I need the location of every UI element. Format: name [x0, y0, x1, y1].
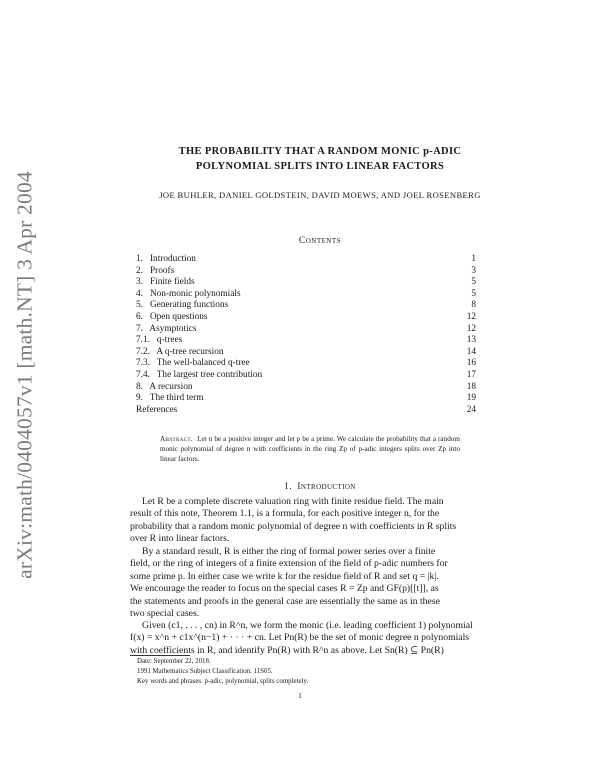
text-line: By a standard result, R is either the ring of formal power series over a finite — [142, 546, 436, 557]
toc-entry-page: 3 — [471, 265, 476, 276]
author-list: JOE BUHLER, DANIEL GOLDSTEIN, DAVID MOEWS, AND JOEL ROSENBERG — [159, 190, 481, 200]
toc-entry-label: 7.2. A q-tree recursion — [136, 346, 224, 357]
section-heading — [120, 482, 520, 492]
toc-entry[interactable] — [136, 335, 476, 347]
table-of-contents — [136, 254, 476, 416]
footnote-date: Date: September 22, 2018. — [137, 658, 211, 665]
toc-entry[interactable] — [136, 300, 476, 312]
toc-entry[interactable] — [136, 254, 476, 266]
toc-entry-label: 5. Generating functions — [136, 300, 229, 311]
toc-entry-label: 3. Finite fields — [136, 277, 195, 288]
toc-entry[interactable] — [136, 289, 476, 301]
page-number: 1 — [298, 691, 302, 700]
toc-entry-page: 24 — [466, 404, 476, 415]
text-line: field, or the ring of integers of a finite extension of the field of p-adic numbers for — [130, 558, 448, 570]
section-number: 1. — [284, 482, 292, 492]
toc-entry-page: 14 — [466, 346, 476, 357]
toc-entry-page: 18 — [466, 381, 476, 392]
text-line: some prime p. In either case we write k for the residue field of R and set q = |k|. — [130, 570, 439, 582]
toc-entry-label: 6. Open questions — [136, 311, 208, 322]
toc-entry-page: 17 — [466, 369, 476, 380]
toc-entry-page: 8 — [471, 300, 476, 311]
abstract-label: Abstract. — [160, 435, 194, 443]
toc-entry-page: 19 — [466, 393, 476, 404]
abstract — [160, 434, 460, 464]
toc-entry-label: 9. The third term — [136, 393, 204, 404]
abstract-text: Let n be a positive integer and let p be a prime. We calculate the probability that a random monic polynomial of degree n with coefficients in the ring Zp of p-adic integers splits over Zp into linear factors. — [160, 435, 460, 463]
toc-entry[interactable] — [136, 312, 476, 324]
text-line: result of this note, Theorem 1.1, is a formula, for each positive integer n, for the — [130, 508, 440, 520]
paragraph — [130, 496, 475, 546]
footnote-msc: 1991 Mathematics Subject Classification. 11S05. — [137, 668, 273, 675]
arxiv-identifier-stamp — [8, 171, 42, 579]
toc-entry[interactable] — [136, 370, 476, 382]
text-line: over R into linear factors. — [130, 533, 230, 545]
footnotes — [137, 657, 308, 687]
title-line: POLYNOMIAL SPLITS INTO LINEAR FACTORS — [195, 161, 445, 172]
toc-entry[interactable] — [136, 382, 476, 394]
toc-entry[interactable] — [136, 405, 476, 417]
toc-entry-page: 12 — [466, 311, 476, 322]
toc-entry-page: 16 — [466, 358, 476, 369]
footnote-keywords: Key words and phrases. p-adic, polynomial, splits completely. — [137, 678, 309, 685]
paper-title — [120, 144, 520, 174]
toc-entry-page: 1 — [471, 254, 476, 264]
contents-heading: Contents — [298, 236, 342, 246]
toc-entry-label: 2. Proofs — [136, 265, 175, 276]
arxiv-identifier-text: arXiv:math/0404057v1 [math.NT] 3 Apr 2004 — [12, 171, 37, 579]
text-line: two special cases. — [130, 607, 200, 619]
toc-entry-label: 7.3. The well-balanced q-tree — [136, 358, 250, 369]
toc-entry[interactable] — [136, 358, 476, 370]
toc-entry[interactable] — [136, 393, 476, 405]
text-line: probability that a random monic polynomial of degree n with coefficients in R splits — [130, 520, 457, 532]
toc-entry-page: 5 — [471, 277, 476, 288]
paragraph — [130, 620, 475, 657]
toc-entry[interactable] — [136, 277, 476, 289]
section-title: Introduction — [297, 482, 356, 492]
toc-entry-page: 13 — [466, 335, 476, 346]
title-line: THE PROBABILITY THAT A RANDOM MONIC p-ADIC — [178, 146, 462, 157]
paragraph — [130, 546, 475, 620]
toc-entry-label: 4. Non-monic polynomials — [136, 288, 241, 299]
toc-entry-page: 5 — [471, 288, 476, 299]
text-line: the statements and proofs in the general case are essentially the same as in these — [130, 595, 440, 607]
text-line: Let R be a complete discrete valuation ring with finite residue field. The main — [142, 496, 444, 507]
text-line: Given (c1, . . . , cn) in R^n, we form the monic (i.e. leading coefficient 1) polynomial — [142, 620, 473, 631]
toc-entry[interactable] — [136, 266, 476, 278]
toc-entry-page: 12 — [466, 323, 476, 334]
toc-entry[interactable] — [136, 347, 476, 359]
text-line: with coefficients in R, and identify Pn(R) with R^n as above. Let Sn(R) ⊆ Pn(R) — [130, 644, 444, 656]
toc-entry-label: References — [136, 404, 178, 415]
toc-entry-label: 1. Introduction — [136, 254, 196, 264]
toc-entry-label: 7.4. The largest tree contribution — [136, 369, 263, 380]
toc-entry-label: 7.1. q-trees — [136, 335, 183, 346]
toc-entry-label: 7. Asymptotics — [136, 323, 197, 334]
text-line: We encourage the reader to focus on the special cases R = Zp and GF(p)[[t]], as — [130, 583, 439, 595]
toc-entry-label: 8. A recursion — [136, 381, 193, 392]
footnote-rule — [130, 655, 190, 656]
text-line: f(x) = x^n + c1x^(n−1) + · · · + cn. Let Pn(R) be the set of monic degree n polynomials — [130, 632, 470, 644]
toc-entry[interactable] — [136, 324, 476, 336]
